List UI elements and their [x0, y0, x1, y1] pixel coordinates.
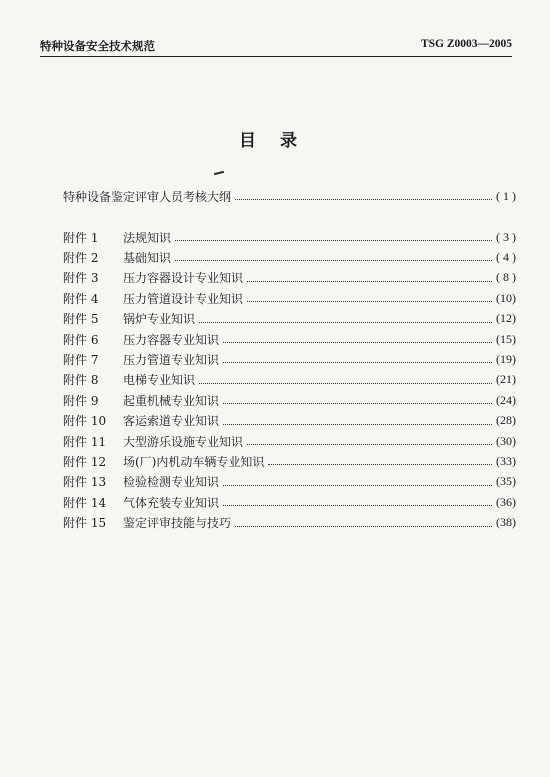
toc-entry-label: 检验检测专业知识	[123, 475, 220, 490]
toc-page-number: ( 3 )	[496, 229, 516, 244]
toc-page-number: (30)	[496, 433, 516, 448]
toc-entry-label: 锅炉专业知识	[123, 312, 196, 327]
toc-page-number: (38)	[496, 515, 516, 530]
toc-page-number: (36)	[496, 494, 516, 509]
toc-annex-row[interactable]	[63, 473, 516, 491]
toc-page-number: (12)	[496, 311, 516, 326]
toc-annex-row[interactable]	[63, 228, 516, 246]
toc-annex-number: 附件 9	[63, 393, 99, 408]
header-title: 特种设备安全技术规范	[40, 39, 155, 53]
toc-annex-row[interactable]	[63, 493, 516, 511]
toc-annex-row[interactable]	[63, 350, 516, 368]
toc-annex-row[interactable]	[63, 289, 516, 307]
toc-entry-label: 基础知识	[123, 250, 172, 265]
toc-annex-row[interactable]	[63, 514, 516, 532]
toc-entry-label: 法规知识	[123, 230, 172, 245]
header-standard-code: TSG Z0003—2005	[420, 38, 512, 50]
toc-entry-label: 起重机械专业知识	[123, 393, 220, 408]
toc-page-number: (15)	[496, 331, 516, 346]
toc-entry-label: 鉴定评审技能与技巧	[123, 516, 232, 531]
toc-annex-row[interactable]	[63, 330, 516, 348]
toc-dot-leader	[223, 361, 492, 363]
toc-entry-label: 特种设备鉴定评审人员考核大纲	[63, 189, 232, 204]
toc-annex-row[interactable]	[63, 432, 516, 450]
toc-annex-number: 附件 12	[63, 454, 107, 469]
toc-annex-number: 附件 13	[63, 475, 107, 490]
toc-entry-label: 压力容器专业知识	[123, 332, 220, 347]
toc-page-number: (24)	[496, 392, 516, 407]
toc-dot-leader	[247, 280, 492, 282]
toc-page-number: (28)	[496, 413, 516, 428]
toc-annex-row[interactable]	[63, 269, 516, 287]
toc-entry-label: 压力管道专业知识	[123, 352, 220, 367]
toc-page-number: (33)	[496, 453, 516, 468]
toc-page-number: (35)	[496, 474, 516, 489]
toc-annex-number: 附件 4	[63, 291, 99, 306]
toc-annex-number: 附件 14	[63, 495, 107, 510]
toc-annex-row[interactable]	[63, 452, 516, 470]
toc-entry-label: 大型游乐设施专业知识	[123, 434, 244, 449]
toc-annex-number: 附件 7	[63, 352, 99, 367]
toc-annex-number: 附件 11	[63, 434, 107, 449]
toc-annex-number: 附件 5	[63, 312, 99, 327]
toc-page-number: (10)	[496, 290, 516, 305]
toc-annex-row[interactable]	[63, 310, 516, 328]
toc-annex-row[interactable]	[63, 391, 516, 409]
toc-page-number: ( 1 )	[496, 188, 516, 203]
toc-dot-leader	[223, 402, 492, 404]
toc-dot-leader	[199, 321, 492, 323]
toc-page-number: (19)	[496, 351, 516, 366]
toc-dot-leader	[247, 443, 492, 445]
toc-main-entry[interactable]	[63, 187, 516, 205]
toc-dot-leader	[223, 504, 492, 506]
toc-annex-row[interactable]	[63, 248, 516, 266]
toc-annex-row[interactable]	[63, 412, 516, 430]
page-header	[40, 36, 512, 57]
toc-dot-leader	[223, 423, 492, 425]
toc-dot-leader	[199, 382, 492, 384]
toc-annex-row[interactable]	[63, 371, 516, 389]
toc-entry-label: 场(厂)内机动车辆专业知识	[123, 454, 265, 469]
toc-dot-leader	[247, 300, 492, 302]
toc-page-number: ( 8 )	[496, 270, 516, 285]
toc-entry-label: 客运索道专业知识	[123, 414, 220, 429]
toc-dot-leader	[268, 463, 492, 465]
page-title: 目录	[239, 131, 321, 151]
toc-dot-leader	[175, 259, 492, 261]
toc-page-number: (21)	[496, 372, 516, 387]
toc-entry-label: 压力管道设计专业知识	[123, 291, 244, 306]
toc-annex-number: 附件 15	[63, 516, 107, 531]
pen-mark	[214, 171, 224, 175]
toc-dot-leader	[235, 198, 492, 200]
toc-dot-leader	[235, 525, 492, 527]
toc-entry-label: 电梯专业知识	[123, 373, 196, 388]
toc-annex-number: 附件 3	[63, 271, 99, 286]
toc-annex-number: 附件 6	[63, 332, 99, 347]
toc-entry-label: 气体充装专业知识	[123, 495, 220, 510]
toc-annex-number: 附件 1	[63, 230, 99, 245]
toc-page-number: ( 4 )	[496, 249, 516, 264]
toc-dot-leader	[175, 239, 492, 241]
toc-dot-leader	[223, 484, 492, 486]
toc-entry-label: 压力容器设计专业知识	[123, 271, 244, 286]
toc-annex-number: 附件 10	[63, 414, 107, 429]
toc-annex-number: 附件 8	[63, 373, 99, 388]
toc-annex-number: 附件 2	[63, 250, 99, 265]
toc-dot-leader	[223, 341, 492, 343]
